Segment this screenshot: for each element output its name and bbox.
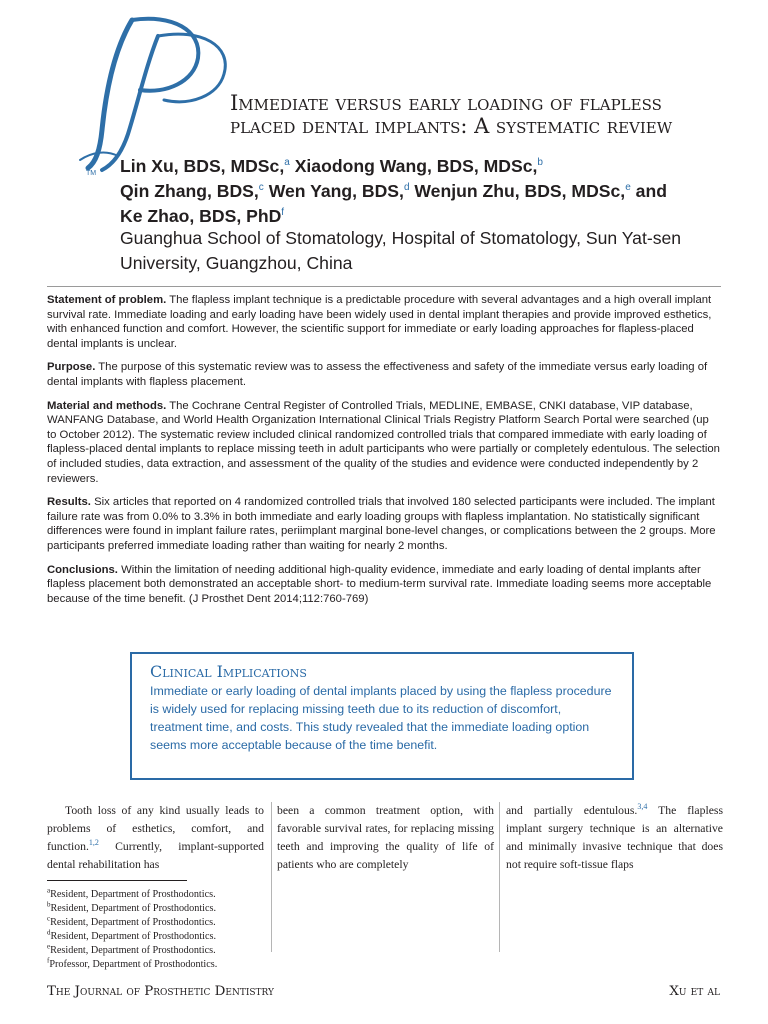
author-mark: e <box>625 182 631 194</box>
footnote-text: Resident, Department of Prosthodontics. <box>50 902 217 914</box>
author-mark: c <box>258 182 264 194</box>
abstract-text: The Cochrane Central Register of Controlled Trials, MEDLINE, EMBASE, CNKI database, VIP database, WANFANG Database, and World Health Organization International Clinical Trials Registry Platform Search Portal were searched (up to October 2012). The systematic review included clinical randomized controlled trials that compared immediate with early loading of flapless-placed dental implants to replace missing teeth in adult participants who were partially or completely edentulous. The selection of included studies, data extraction, and assessment of the quality of the studies and evidence were conducted independently by 2 reviewers. <box>47 399 720 485</box>
clinical-implications-box <box>130 652 634 780</box>
author-name: Qin Zhang, BDS, <box>120 181 259 201</box>
author-list <box>120 154 730 229</box>
body-column-1 <box>47 802 264 874</box>
running-author-footer: Xu et al <box>669 984 720 999</box>
footnote-mark: e <box>47 942 51 951</box>
citation-ref[interactable]: 1,2 <box>88 838 99 848</box>
abstract <box>47 293 721 615</box>
footnote-mark: c <box>47 914 51 923</box>
body-column-3 <box>506 802 723 874</box>
trademark-label: TM <box>86 170 97 177</box>
title-line-2: placed dental implants: A systematic review <box>230 114 673 138</box>
body-text: Currently, implant-supported dental rehabilitation has <box>47 840 264 871</box>
footnote-mark: a <box>47 886 51 895</box>
footnote-item <box>47 930 277 944</box>
affiliation: Guanghua School of Stomatology, Hospital of Stomatology, Sun Yat-sen University, Guangzhou, China <box>120 228 682 273</box>
abstract-heading: Results. <box>47 496 91 509</box>
abstract-heading: Purpose. <box>47 361 96 374</box>
abstract-text: The purpose of this systematic review was to assess the effectiveness and safety of the immediate versus early loading of dental implants with flapless placement. <box>47 361 708 388</box>
footnote-item <box>47 916 277 930</box>
footnote-mark: d <box>47 928 51 937</box>
citation-ref[interactable]: 3,4 <box>637 802 648 812</box>
footnote-item <box>47 958 277 972</box>
journal-logo-icon <box>62 10 232 178</box>
footnotes <box>47 888 277 971</box>
body-text: and partially edentulous. <box>506 804 638 817</box>
abstract-paragraph <box>47 495 721 553</box>
abstract-top-rule <box>47 286 721 287</box>
footnote-text: Resident, Department of Prosthodontics. <box>50 889 216 900</box>
body-column-2: been a common treatment option, with favorable survival rates, for replacing missing teeth and improving the quality of life of patients who are completely <box>277 804 494 871</box>
abstract-heading: Conclusions. <box>47 563 118 576</box>
column-divider <box>499 802 500 952</box>
abstract-paragraph <box>47 563 721 607</box>
footnote-item <box>47 902 277 916</box>
abstract-paragraph <box>47 360 721 389</box>
footnote-mark: b <box>47 900 51 909</box>
abstract-paragraph <box>47 399 721 487</box>
abstract-text: The flapless implant technique is a predictable procedure with several advantages and a high overall implant survival rate. Immediate loading and early loading have been widely used in dental implant therapies and provide improved esthetics, with enhanced function and comfort. However, the scientific support for immediate or early loading approaches for flapless-placed dental implants is unclear. <box>47 294 712 350</box>
clinical-implications-title: Clinical Implications <box>150 662 307 681</box>
journal-name-footer: The Journal of Prosthetic Dentistry <box>47 984 275 999</box>
author-name: Wenjun Zhu, BDS, MDSc, <box>414 181 626 201</box>
author-line-1 <box>120 154 730 179</box>
footnote-mark: f <box>47 956 50 965</box>
authors-and: and <box>635 181 667 201</box>
author-name: Ke Zhao, BDS, PhD <box>120 206 282 226</box>
abstract-heading: Material and methods. <box>47 399 167 412</box>
footnote-text: Resident, Department of Prosthodontics. <box>50 944 216 956</box>
footnote-text: Resident, Department of Prosthodontics. <box>50 916 216 928</box>
abstract-heading: Statement of problem. <box>47 294 167 306</box>
abstract-text: Six articles that reported on 4 randomized controlled trials that involved 180 selected participants were included. The implant failure rate was from 0.0% to 3.3% in both immediate and early loading groups with flapless implantation. No statistically significant differences were found in implant failure rates, periimplant marginal bone-level changes, or complications between the 2 groups. More participants preferred immediate loading rather than waiting for nearly 2 months. <box>47 496 716 552</box>
author-mark: d <box>403 182 410 194</box>
author-name: Xiaodong Wang, BDS, MDSc, <box>294 156 538 176</box>
footnote-rule <box>47 880 187 881</box>
abstract-text: Within the limitation of needing additional high-quality evidence, immediate and early loading of dental implants after flapless placement both demonstrated an acceptable short- to medium-term survival rate. Immediate loading seems more acceptable because of the time benefit. (J Prosthet Dent 2014;112:760-769) <box>47 563 712 605</box>
footnote-item <box>47 888 277 902</box>
author-mark: a <box>284 157 290 169</box>
author-line-2 <box>120 179 730 204</box>
abstract-paragraph <box>47 293 721 351</box>
article-title <box>230 92 730 138</box>
author-mark: f <box>281 207 285 219</box>
clinical-implications-body: Immediate or early loading of dental implants placed by using the flapless procedure is widely used for replacing missing teeth due to its reduction of discomfort, treatment time, and costs. This study revealed that the immediate loading option seems more acceptable because of the time benefit. <box>150 684 612 752</box>
author-mark: b <box>537 157 543 169</box>
footnote-text: Resident, Department of Prosthodontics. <box>50 930 217 942</box>
author-name: Lin Xu, BDS, MDSc, <box>120 156 285 176</box>
body-text: Tooth loss of any kind usually leads to problems of esthetics, comfort, and function. <box>47 804 264 853</box>
title-line-1: Immediate versus early loading of flapless <box>230 91 662 115</box>
footnote-text: Professor, Department of Prosthodontics. <box>49 958 218 970</box>
body-text: The flapless implant surgery technique is an alternative and minimally invasive technique that does not require soft-tissue flaps <box>506 804 723 871</box>
footnote-item <box>47 944 277 958</box>
author-name: Wen Yang, BDS, <box>268 181 404 201</box>
